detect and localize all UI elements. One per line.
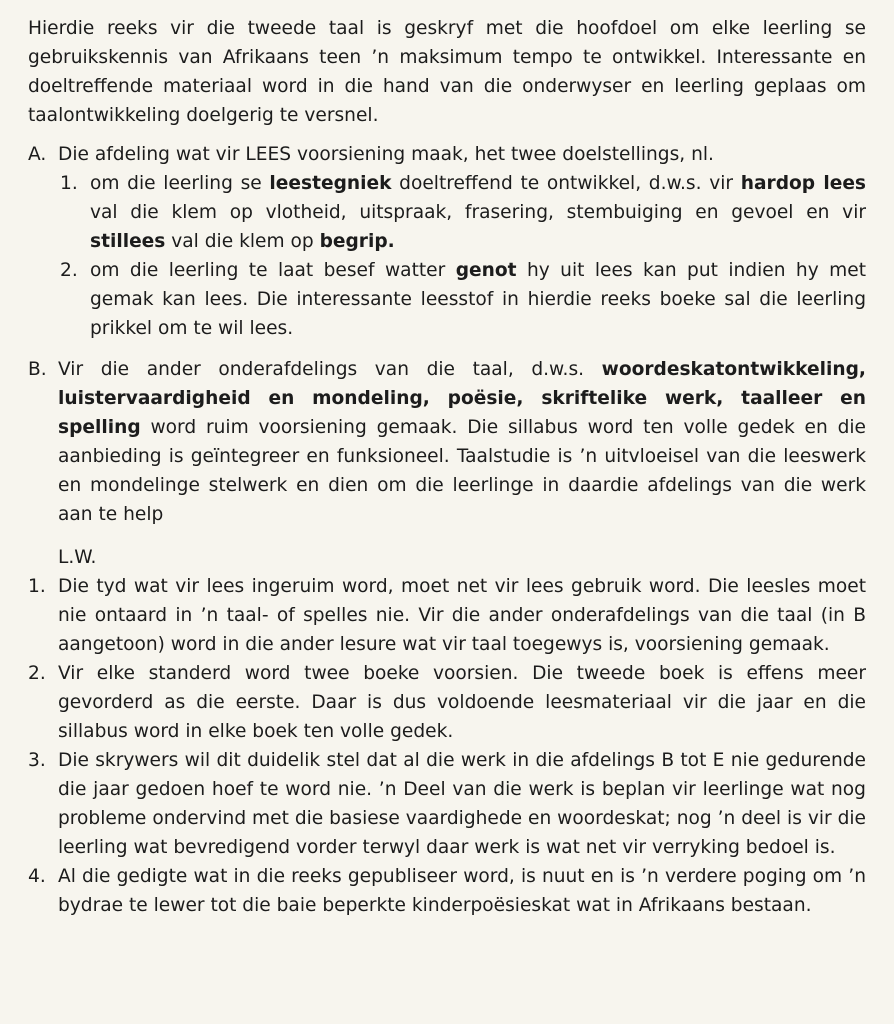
section-a-list (60, 169, 866, 343)
item-number: 3. (28, 750, 46, 771)
item-text: Vir elke standerd word twee boeke voorsien. Die tweede boek is effens meer gevorderd as die eerste. Daar is dus voldoende leesmateriaal vir die jaar en die sillabus word in elke boek ten volle gedek. (58, 663, 866, 742)
lw-list (28, 572, 866, 920)
item-text (90, 169, 866, 256)
bold-term: genot (455, 260, 517, 281)
section-a (28, 140, 866, 169)
text-run: doeltreffend te ontwikkel, d.w.s. vir (391, 173, 741, 194)
text-run: val die klem op vlotheid, uitspraak, frasering, stembuiging en gevoel en vir (90, 202, 866, 223)
list-item (28, 572, 866, 659)
item-number: 2. (28, 663, 46, 684)
list-item (28, 659, 866, 746)
bold-term: leestegniek (269, 173, 392, 194)
text-run: val die klem op (165, 231, 320, 252)
text-run: Vir die ander onderafdelings van die taal, d.w.s. (58, 359, 602, 380)
section-b-text (58, 355, 866, 529)
bold-term: hardop lees (740, 173, 867, 194)
section-b-marker: B. (28, 359, 47, 380)
text-run: om die leerling se (90, 173, 270, 194)
item-text: Die skrywers wil dit duidelik stel dat al die werk in die afdelings B tot E nie gedurende die jaar gedoen hoef te word nie. ’n Deel van die werk is beplan vir leerlinge wat nog probleme ondervind met die basiese vaardighede en woordeskat; nog ’n deel is vir die leerling wat bevredigend vorder terwyl daar werk is wat net vir verryking bedoel is. (58, 750, 866, 858)
item-number: 1. (28, 576, 46, 597)
lw-heading: L.W. (58, 547, 97, 568)
bold-term: woordeskatontwikkeling, luistervaardigheid en mondeling, poësie, skriftelike werk, taalleer en spelling (58, 359, 866, 438)
item-text: Die tyd wat vir lees ingeruim word, moet net vir lees gebruik word. Die leesles moet nie ontaard in ’n taal- of spelles nie. Vir die ander onderafdelings van die taal (in B aangetoon) word in die ander lesure wat vir taal toegewys is, voorsiening gemaak. (58, 576, 866, 655)
list-item (28, 862, 866, 920)
section-a-marker: A. (28, 144, 47, 165)
list-item (60, 256, 866, 343)
bold-term: stillees (90, 231, 166, 252)
intro-paragraph: Hierdie reeks vir die tweede taal is geskryf met die hoofdoel om elke leerling se gebruikskennis van Afrikaans teen ’n maksimum tempo te ontwikkel. Interessante en doeltreffende materiaal word in die hand van die onderwyser en leerling geplaas om taalontwikkeling doelgerig te versnel. (28, 18, 866, 126)
item-text: Al die gedigte wat in die reeks gepubliseer word, is nuut en is ’n verdere poging om ’n bydrae te lewer tot die baie beperkte kinderpoësieskat wat in Afrikaans bestaan. (58, 866, 866, 916)
item-number: 2. (60, 260, 78, 281)
text-run: hy uit lees kan put indien hy met gemak kan lees. Die interessante leesstof in hierdie reeks boeke sal die leerling prikkel om te wil lees. (90, 260, 866, 339)
text-run: om die leerling te laat besef watter (90, 260, 456, 281)
item-text (90, 256, 866, 343)
list-item (28, 746, 866, 862)
list-item (60, 169, 866, 256)
section-b (28, 355, 866, 529)
bold-term: begrip. (319, 231, 395, 252)
text-run: word ruim voorsiening gemaak. Die sillabus word ten volle gedek en die aanbieding is geïntegreer en funksioneel. Taalstudie is ’n uitvloeisel van die leeswerk en mondelinge stelwerk en dien om die leerlinge in daardie afdelings van die werk aan te help (58, 417, 866, 525)
section-a-heading: Die afdeling wat vir LEES voorsiening maak, het twee doelstellings, nl. (58, 144, 714, 165)
item-number: 1. (60, 173, 78, 194)
item-number: 4. (28, 866, 46, 887)
